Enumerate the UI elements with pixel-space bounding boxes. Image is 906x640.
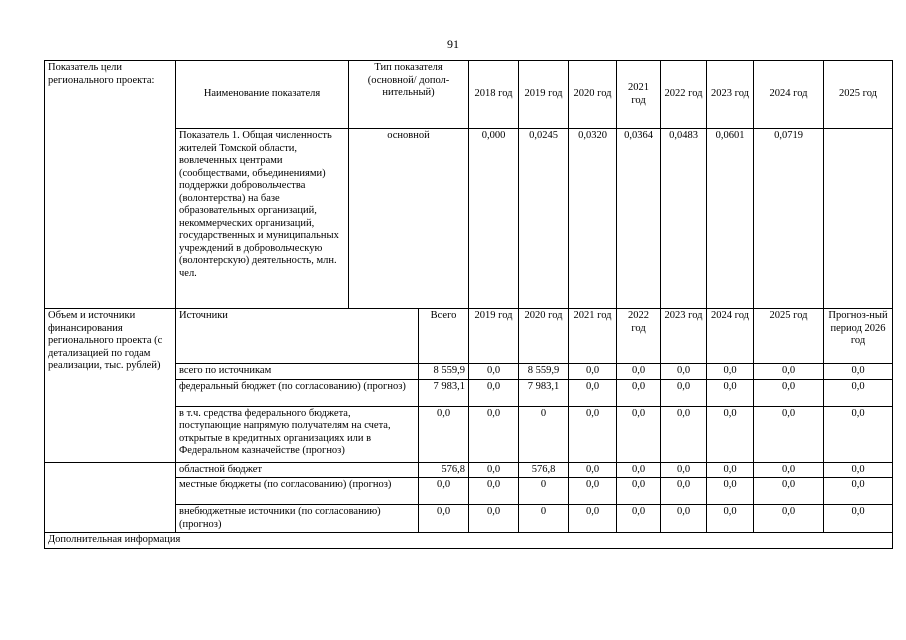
finance-value: 0 bbox=[519, 505, 569, 533]
finance-head-year: 2019 год bbox=[469, 309, 519, 364]
finance-value: 0,0 bbox=[824, 406, 893, 462]
finance-row-name: местные бюджеты (по согласованию) (прогноз) bbox=[176, 478, 419, 505]
finance-value: 0,0 bbox=[824, 462, 893, 478]
indicator-value: 0,0245 bbox=[519, 129, 569, 309]
additional-info: Дополнительная информация bbox=[45, 533, 893, 549]
goal-label: Показатель цели регионального проекта: bbox=[45, 61, 176, 309]
finance-header-row bbox=[45, 309, 893, 364]
goal-head-year: 2025 год bbox=[824, 61, 893, 129]
finance-head-year: 2022 год bbox=[617, 309, 661, 364]
finance-value: 0,0 bbox=[707, 505, 754, 533]
passport-table bbox=[44, 60, 893, 549]
finance-value: 0,0 bbox=[754, 462, 824, 478]
finance-value: 0,0 bbox=[617, 406, 661, 462]
finance-value: 0 bbox=[519, 478, 569, 505]
finance-value: 0,0 bbox=[569, 462, 617, 478]
indicator-value: 0,0601 bbox=[707, 129, 754, 309]
indicator-name: Показатель 1. Общая численность жителей Томской области, вовлеченных центрами (сообществами, объединениями) поддержки добровольчества (волонтерства) на базе образовательных организаций, некоммерческих организаций, государственных и муниципальных учреждений в добровольческую (волонтерскую) деятельность, млн. чел. bbox=[176, 129, 349, 309]
finance-value: 0,0 bbox=[661, 505, 707, 533]
finance-head-sources: Источники bbox=[176, 309, 419, 364]
finance-row-name: областной бюджет bbox=[176, 462, 419, 478]
goal-head-year: 2023 год bbox=[707, 61, 754, 129]
finance-value: 0,0 bbox=[661, 406, 707, 462]
indicator-value: 0,0364 bbox=[617, 129, 661, 309]
indicator-value: 0,0483 bbox=[661, 129, 707, 309]
goal-head-name: Наименование показателя bbox=[176, 61, 349, 129]
goal-head-year: 2020 год bbox=[569, 61, 617, 129]
finance-value: 0,0 bbox=[707, 462, 754, 478]
finance-value: 0,0 bbox=[569, 406, 617, 462]
finance-label-empty bbox=[45, 462, 176, 533]
indicator-type: основной bbox=[349, 129, 469, 309]
indicator-value bbox=[824, 129, 893, 309]
finance-value: 0,0 bbox=[754, 505, 824, 533]
finance-value: 0,0 bbox=[469, 505, 519, 533]
finance-value: 0,0 bbox=[569, 505, 617, 533]
finance-head-year: 2021 год bbox=[569, 309, 617, 364]
finance-head-year: Прогноз-ный период 2026 год bbox=[824, 309, 893, 364]
indicator-value: 0,0719 bbox=[754, 129, 824, 309]
finance-value: 0,0 bbox=[707, 379, 754, 406]
indicator-value: 0,0320 bbox=[569, 129, 617, 309]
goal-head-year: 2018 год bbox=[469, 61, 519, 129]
finance-head-year: 2024 год bbox=[707, 309, 754, 364]
finance-value: 0,0 bbox=[754, 364, 824, 380]
finance-row-name: внебюджетные источники (по согласованию) (прогноз) bbox=[176, 505, 419, 533]
finance-value: 0,0 bbox=[824, 379, 893, 406]
finance-value: 8 559,9 bbox=[519, 364, 569, 380]
finance-value: 0,0 bbox=[707, 364, 754, 380]
finance-value: 0,0 bbox=[469, 462, 519, 478]
finance-value: 0,0 bbox=[469, 406, 519, 462]
finance-row-name: федеральный бюджет (по согласованию) (прогноз) bbox=[176, 379, 419, 406]
finance-value: 7 983,1 bbox=[419, 379, 469, 406]
finance-value: 8 559,9 bbox=[419, 364, 469, 380]
finance-value: 0,0 bbox=[617, 462, 661, 478]
finance-value: 0,0 bbox=[469, 379, 519, 406]
finance-value: 0,0 bbox=[569, 379, 617, 406]
finance-value: 0,0 bbox=[469, 478, 519, 505]
finance-value: 7 983,1 bbox=[519, 379, 569, 406]
finance-head-year: 2020 год bbox=[519, 309, 569, 364]
goal-head-year: 2024 год bbox=[754, 61, 824, 129]
finance-value: 0,0 bbox=[754, 379, 824, 406]
finance-value: 0,0 bbox=[661, 364, 707, 380]
finance-value: 0,0 bbox=[754, 478, 824, 505]
finance-value: 0,0 bbox=[824, 478, 893, 505]
finance-value: 0,0 bbox=[419, 406, 469, 462]
finance-value: 0,0 bbox=[569, 364, 617, 380]
finance-head-year: 2025 год bbox=[754, 309, 824, 364]
finance-value: 0,0 bbox=[661, 379, 707, 406]
finance-value: 0,0 bbox=[419, 478, 469, 505]
additional-info-row bbox=[45, 533, 893, 549]
goal-head-type: Тип показателя (основной/ допол-нительный) bbox=[349, 61, 469, 129]
finance-label: Объем и источники финансирования регионального проекта (с детализацией по годам реализации, тыс. рублей) bbox=[45, 309, 176, 463]
goal-head-year: 2021 год bbox=[617, 61, 661, 129]
finance-value: 0,0 bbox=[661, 462, 707, 478]
finance-value: 0,0 bbox=[617, 505, 661, 533]
finance-value: 0,0 bbox=[824, 364, 893, 380]
finance-value: 576,8 bbox=[519, 462, 569, 478]
finance-head-total: Всего bbox=[419, 309, 469, 364]
finance-value: 0,0 bbox=[661, 478, 707, 505]
finance-row-name: всего по источникам bbox=[176, 364, 419, 380]
finance-value: 576,8 bbox=[419, 462, 469, 478]
finance-value: 0,0 bbox=[754, 406, 824, 462]
page-number: 91 bbox=[447, 37, 459, 51]
finance-value: 0,0 bbox=[707, 478, 754, 505]
finance-value: 0,0 bbox=[419, 505, 469, 533]
finance-value: 0,0 bbox=[824, 505, 893, 533]
goal-header-row bbox=[45, 61, 893, 129]
finance-value: 0,0 bbox=[617, 478, 661, 505]
finance-row-name: в т.ч. средства федерального бюджета, поступающие напрямую получателям на счета, открытые в кредитных организациях или в Федеральном казначействе (прогноз) bbox=[176, 406, 419, 462]
finance-value: 0,0 bbox=[617, 364, 661, 380]
finance-head-year: 2023 год bbox=[661, 309, 707, 364]
goal-head-year: 2022 год bbox=[661, 61, 707, 129]
finance-value: 0,0 bbox=[469, 364, 519, 380]
finance-value: 0,0 bbox=[617, 379, 661, 406]
finance-value: 0 bbox=[519, 406, 569, 462]
finance-row bbox=[45, 462, 893, 478]
goal-head-year: 2019 год bbox=[519, 61, 569, 129]
finance-value: 0,0 bbox=[707, 406, 754, 462]
finance-value: 0,0 bbox=[569, 478, 617, 505]
indicator-value: 0,000 bbox=[469, 129, 519, 309]
